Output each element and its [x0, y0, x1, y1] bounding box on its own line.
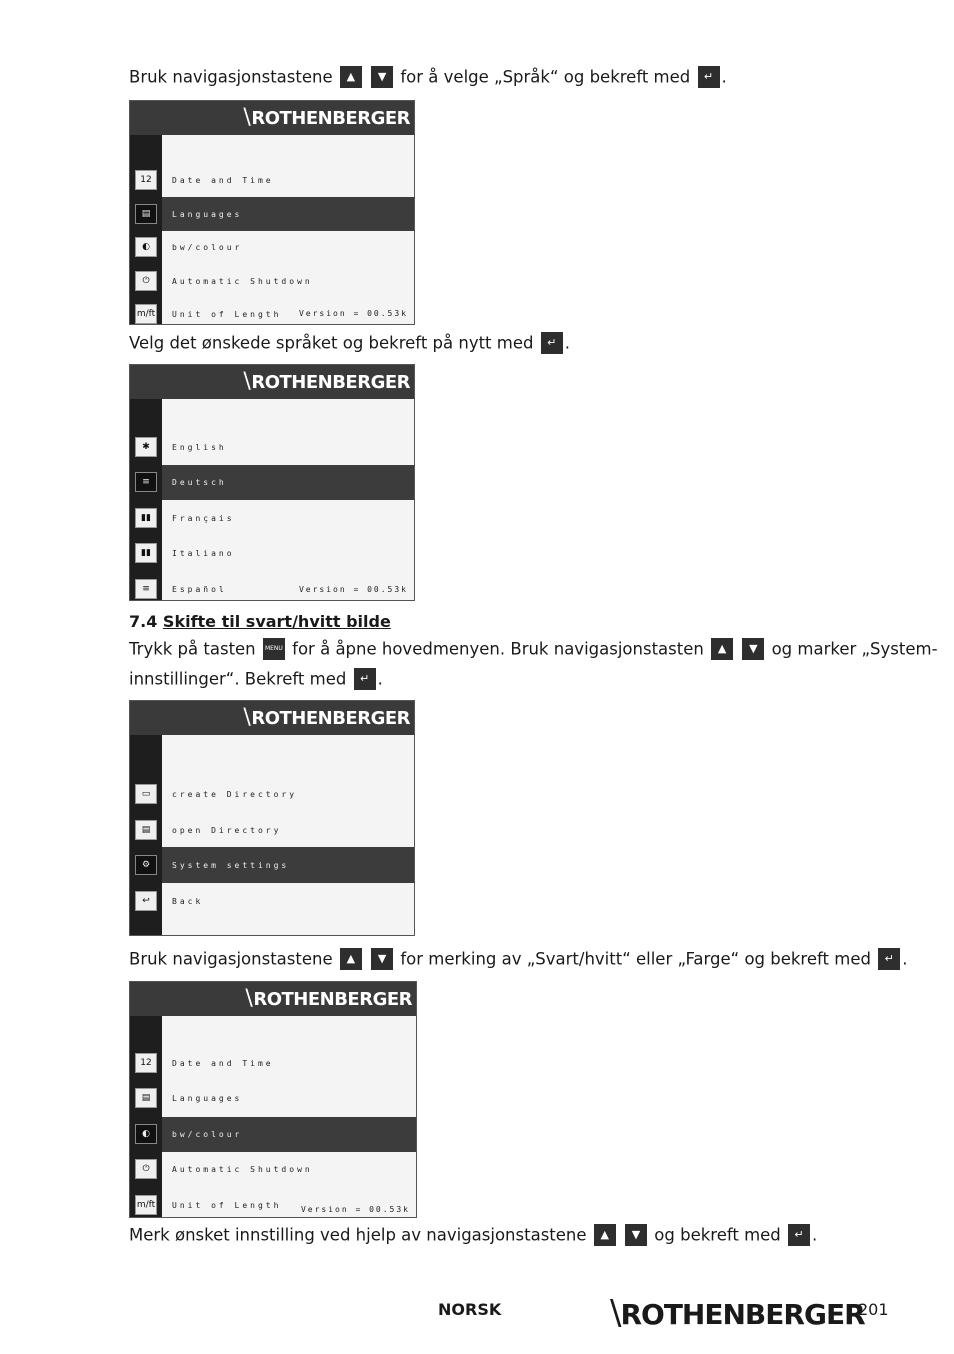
footer-language: NORSK	[438, 1300, 502, 1319]
menu-item-label: bw/colour	[172, 1129, 243, 1139]
instruction-1: Bruk navigasjonstastene ▲ ▼ for å velge „Språk“ og bekreft med ↵ .	[129, 67, 727, 87]
menu-icon-gear-icon: ⚙	[135, 855, 157, 875]
menu-icon-new-icon: ▭	[135, 784, 157, 804]
screen-main-menu	[129, 700, 415, 936]
menu-icon-lang-icon: ▤	[135, 204, 157, 224]
screen-language-selection	[129, 364, 415, 601]
screen-system-settings-languages	[129, 100, 415, 325]
menu-item[interactable]	[162, 230, 414, 264]
menu-icon-lang-icon: ▤	[135, 1088, 157, 1108]
menu-item-label: Français	[172, 513, 235, 523]
menu-item[interactable]	[162, 1117, 416, 1152]
menu-icon-12-icon: 12	[135, 1053, 157, 1073]
menu-item[interactable]	[162, 847, 414, 883]
menu-icon-back-icon: ↩	[135, 891, 157, 911]
menu-item-label: Date and Time	[172, 1058, 274, 1068]
enter-key-icon: ↵	[698, 66, 720, 88]
menu-item-label: System settings	[172, 860, 290, 870]
menu-key-icon: MENU	[263, 638, 285, 660]
enter-key-icon: ↵	[878, 948, 900, 970]
screen-header	[130, 365, 414, 399]
menu-item[interactable]	[162, 163, 414, 197]
menu-item[interactable]	[162, 501, 414, 536]
menu-icon-mft-icon: m/ft	[135, 1195, 157, 1215]
menu-item[interactable]	[162, 1152, 416, 1187]
menu-item-label: create Directory	[172, 789, 298, 799]
nav-up-key-icon: ▲	[711, 638, 733, 660]
menu-item-label: Unit of Length	[172, 309, 282, 319]
rothenberger-logo: \ROTHENBERGER	[245, 986, 412, 1011]
menu-item[interactable]	[162, 197, 414, 231]
menu-icon-uk-icon: ✱	[135, 437, 157, 457]
instruction-4: Bruk navigasjonstastene ▲ ▼ for merking av „Svart/hvitt“ eller „Farge“ og bekreft med ↵ .	[129, 949, 908, 969]
menu-item[interactable]	[162, 812, 414, 848]
rothenberger-logo: \ROTHENBERGER	[243, 705, 410, 730]
nav-down-key-icon: ▼	[371, 66, 393, 88]
menu-icon-es-icon: ≡	[135, 579, 157, 599]
menu-icon-it-icon: ▮▮	[135, 543, 157, 563]
instruction-3: Trykk på tasten MENU for å åpne hovedmenyen. Bruk navigasjonstasten ▲ ▼ og marker „System-	[129, 639, 938, 659]
menu-item-label: Automatic Shutdown	[172, 276, 313, 286]
instruction-2: Velg det ønskede språket og bekreft på nytt med ↵ .	[129, 333, 570, 353]
nav-up-key-icon: ▲	[594, 1224, 616, 1246]
menu-item-label: Date and Time	[172, 175, 274, 185]
menu-icon-fr-icon: ▮▮	[135, 508, 157, 528]
screen-header	[130, 982, 416, 1016]
menu-item-label: Languages	[172, 209, 243, 219]
menu-item-label: Back	[172, 896, 204, 906]
menu-item-label: bw/colour	[172, 242, 243, 252]
page-number: 201	[858, 1300, 889, 1319]
menu-item[interactable]	[162, 536, 414, 571]
menu-icon-bw-icon: ◐	[135, 1124, 157, 1144]
menu-item[interactable]	[162, 465, 414, 500]
menu-icon-bw-icon: ◐	[135, 237, 157, 257]
version-label: Version = 00.53k	[300, 1205, 410, 1214]
menu-icon-de-icon: ≡	[135, 472, 157, 492]
nav-down-key-icon: ▼	[371, 948, 393, 970]
menu-item-label: Languages	[172, 1093, 243, 1103]
menu-item[interactable]	[162, 1046, 416, 1081]
instruction-5: Merk ønsket innstilling ved hjelp av navigasjonstastene ▲ ▼ og bekreft med ↵ .	[129, 1225, 818, 1245]
nav-down-key-icon: ▼	[625, 1224, 647, 1246]
menu-item-label: open Directory	[172, 825, 282, 835]
version-label: Version = 00.53k	[298, 309, 408, 318]
menu-icon-12-icon: 12	[135, 170, 157, 190]
nav-up-key-icon: ▲	[340, 948, 362, 970]
menu-icon-timer-icon: ⏻	[135, 1159, 157, 1179]
section-heading: 7.4 Skifte til svart/hvitt bilde	[129, 612, 391, 631]
instruction-3b: innstillinger“. Bekreft med ↵ .	[129, 669, 383, 689]
version-label: Version = 00.53k	[298, 585, 408, 594]
menu-icon-open-icon: ▤	[135, 820, 157, 840]
enter-key-icon: ↵	[354, 668, 376, 690]
menu-icon-timer-icon: ⏻	[135, 271, 157, 291]
menu-item-label: Deutsch	[172, 477, 227, 487]
footer-rothenberger-logo: \ROTHENBERGER	[610, 1293, 865, 1333]
menu-item[interactable]	[162, 1081, 416, 1116]
menu-item-label: Italiano	[172, 548, 235, 558]
menu-item-label: English	[172, 442, 227, 452]
menu-icon-mft-icon: m/ft	[135, 304, 157, 324]
menu-item-label: Español	[172, 584, 227, 594]
menu-item-label: Automatic Shutdown	[172, 1164, 313, 1174]
screen-system-settings-bw	[129, 981, 417, 1218]
screen-header	[130, 101, 414, 135]
menu-item[interactable]	[162, 264, 414, 298]
menu-item[interactable]	[162, 776, 414, 812]
screen-header	[130, 701, 414, 735]
nav-down-key-icon: ▼	[742, 638, 764, 660]
rothenberger-logo: \ROTHENBERGER	[243, 105, 410, 130]
enter-key-icon: ↵	[541, 332, 563, 354]
menu-item[interactable]	[162, 883, 414, 919]
menu-item[interactable]	[162, 430, 414, 465]
menu-item-label: Unit of Length	[172, 1200, 282, 1210]
enter-key-icon: ↵	[788, 1224, 810, 1246]
nav-up-key-icon: ▲	[340, 66, 362, 88]
rothenberger-logo: \ROTHENBERGER	[243, 369, 410, 394]
